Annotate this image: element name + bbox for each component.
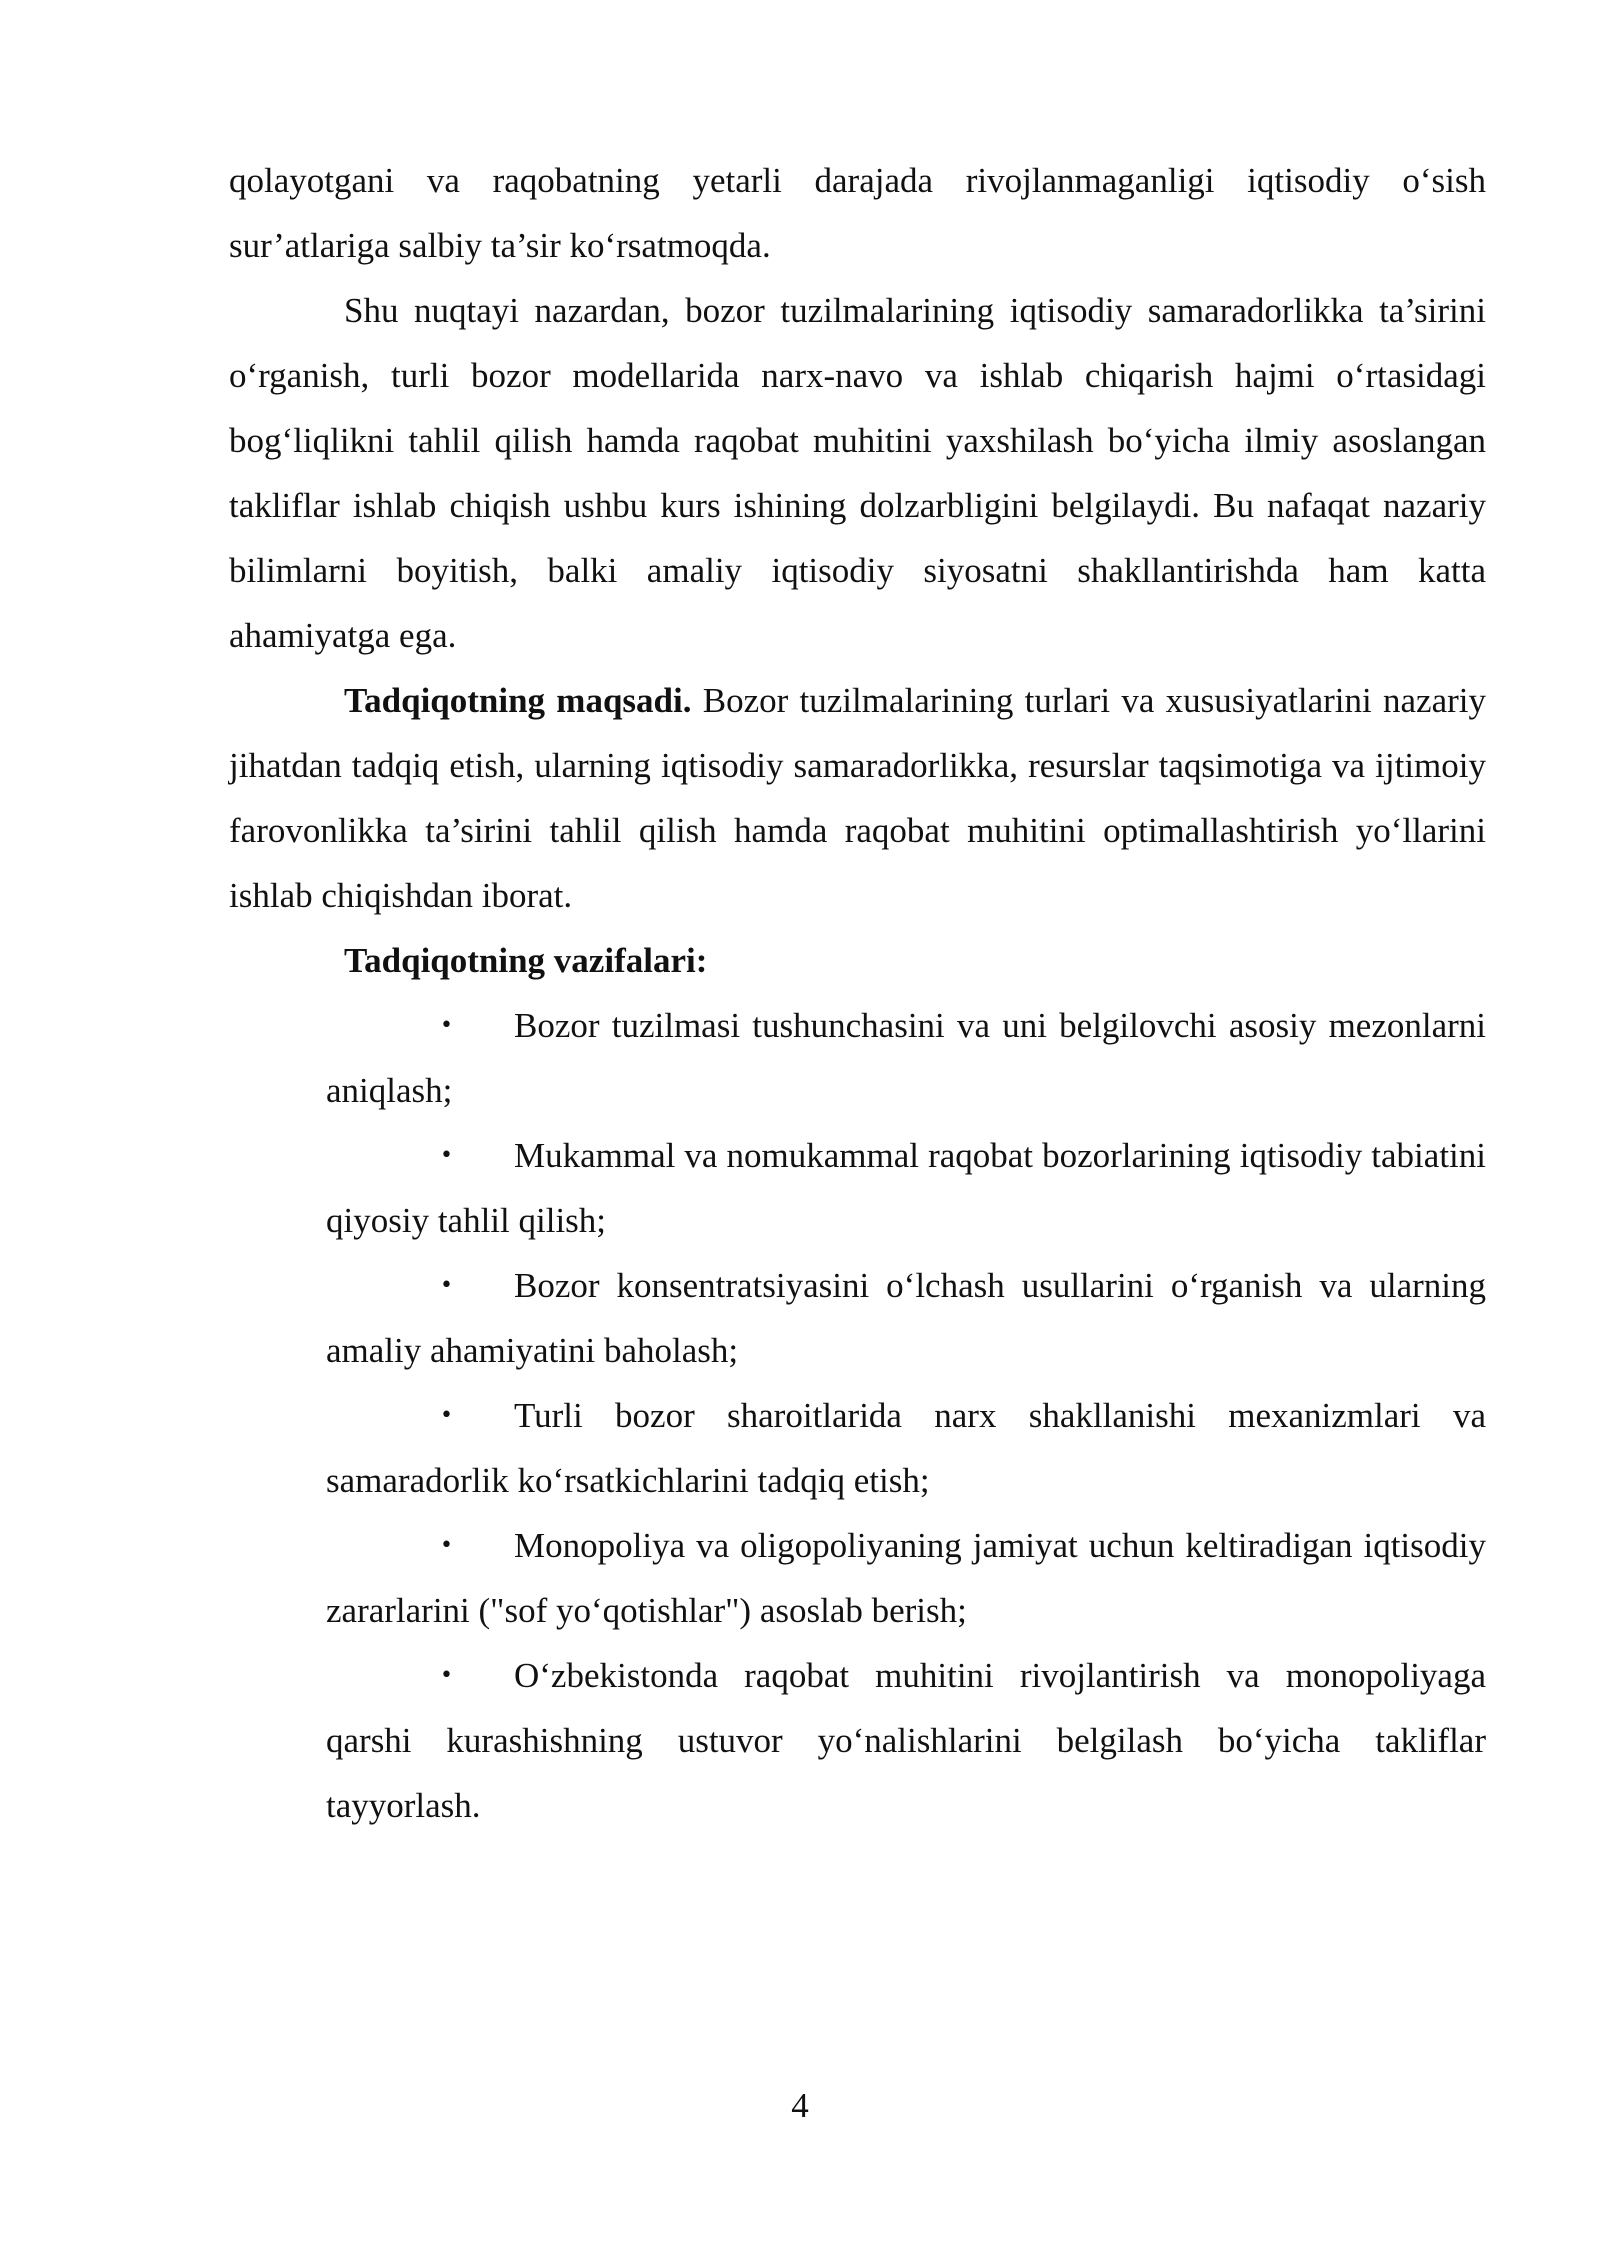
bullet-icon: • [440, 1143, 453, 1168]
bullet-icon: • [440, 1663, 453, 1688]
task-text: Bozor tuzilmasi tushunchasini va uni belgilovchi asosiy mezonlarni aniqlash; [326, 1006, 1486, 1110]
task-text: Bozor konsentratsiyasini o‘lchash usullarini o‘rganish va ularning amaliy ahamiyatini baholash; [326, 1266, 1486, 1370]
task-item [326, 1123, 1486, 1253]
tasks-list [229, 993, 1486, 1838]
task-item [326, 1383, 1486, 1513]
paragraph-goal [229, 668, 1486, 928]
task-text: Monopoliya va oligopoliyaning jamiyat uchun keltiradigan iqtisodiy zararlarini ("sof yo‘qotishlar") asoslab berish; [326, 1526, 1486, 1630]
tasks-heading: Tadqiqotning vazifalari: [344, 941, 708, 980]
task-text: O‘zbekistonda raqobat muhitini rivojlantirish va monopoliyaga qarshi kurashishning ustuvor yo‘nalishlarini belgilash bo‘yicha takliflar tayyorlash. [326, 1656, 1486, 1825]
task-item [326, 1253, 1486, 1383]
bullet-icon: • [440, 1403, 453, 1428]
goal-text: Bozor tuzilmalarining turlari va xususiyatlarini nazariy jihatdan tadqiq etish, ularning iqtisodiy samaradorlikka, resurslar taqsimotiga va ijtimoiy farovonlikka ta’sirini tahlil qilish hamda raqobat muhitini optimallashtirish yo‘llarini ishlab chiqishdan iborat. [229, 681, 1486, 915]
task-text: Turli bozor sharoitlarida narx shakllanishi mexanizmlari va samaradorlik ko‘rsatkichlarini tadqiq etish; [326, 1396, 1486, 1500]
page-number: 4 [791, 2086, 809, 2125]
task-text: Mukammal va nomukammal raqobat bozorlarining iqtisodiy tabiatini qiyosiy tahlil qilish; [326, 1136, 1486, 1240]
page-body [229, 148, 1486, 1838]
bullet-icon: • [440, 1273, 453, 1298]
bullet-icon: • [440, 1013, 453, 1038]
paragraph-relevance: Shu nuqtayi nazardan, bozor tuzilmalarining iqtisodiy samaradorlikka ta’sirini o‘rganish, turli bozor modellarida narx-navo va ishlab chiqarish hajmi o‘rtasidagi bog‘liqlikni tahlil qilish hamda raqobat muhitini yaxshilash bo‘yicha ilmiy asoslangan takliflar ishlab chiqish ushbu kurs ishining dolzarbligini belgilaydi. Bu nafaqat nazariy bilimlarni boyitish, balki amaliy iqtisodiy siyosatni shakllantirishda ham katta ahamiyatga ega. [229, 291, 1486, 655]
task-item [326, 1643, 1486, 1838]
bullet-icon: • [440, 1533, 453, 1558]
task-item [326, 1513, 1486, 1643]
task-item [326, 993, 1486, 1123]
paragraph-continuation: qolayotgani va raqobatning yetarli darajada rivojlanmaganligi iqtisodiy o‘sish sur’atlariga salbiy ta’sir ko‘rsatmoqda. [229, 161, 1486, 265]
goal-heading: Tadqiqotning maqsadi. [344, 681, 692, 720]
